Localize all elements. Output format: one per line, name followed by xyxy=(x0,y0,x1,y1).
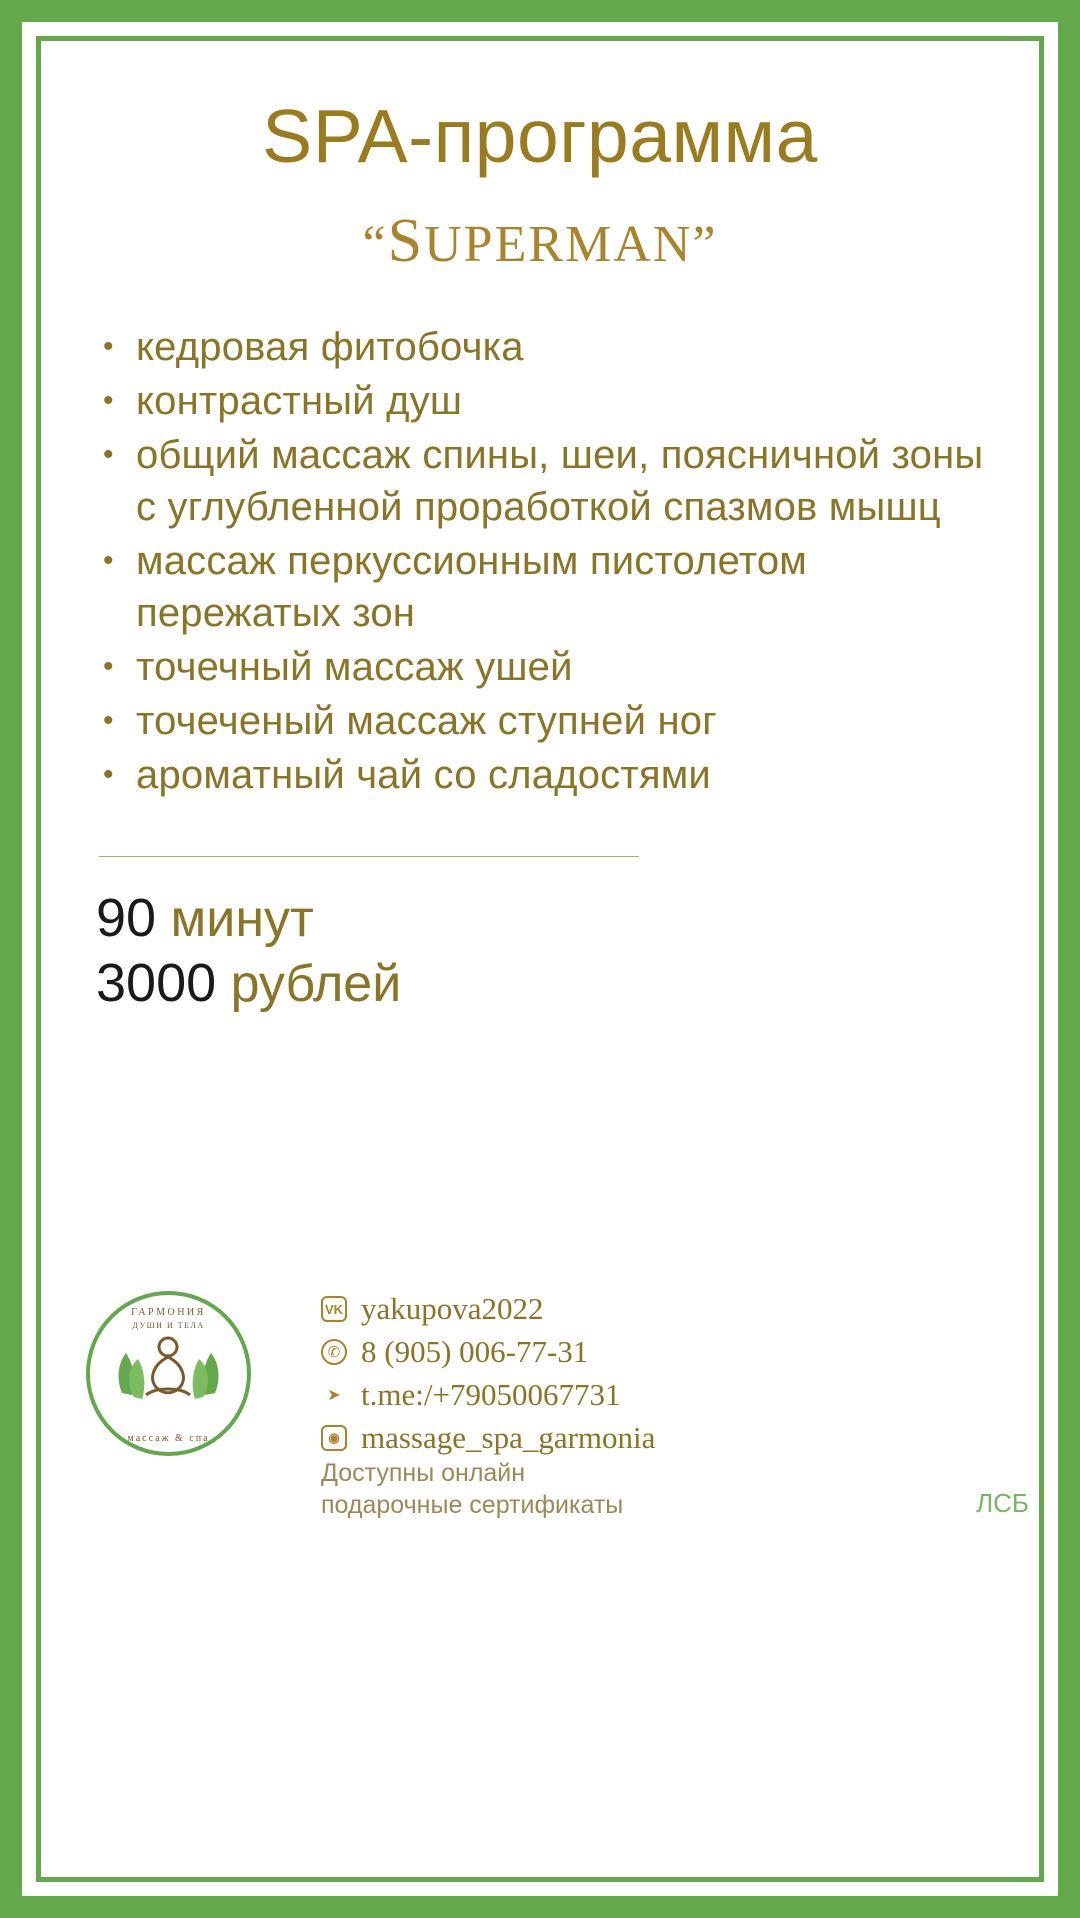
instagram-handle[interactable]: massage_spa_garmonia xyxy=(361,1420,656,1455)
list-item: • контрастный душ xyxy=(81,375,1011,427)
instagram-icon: ◉ xyxy=(321,1425,347,1451)
program-name xyxy=(41,206,1039,277)
page-title: SPA-программа xyxy=(262,94,818,178)
list-item: • общий массаж спины, шеи, поясничной зоны с углубленной проработкой спазмов мышц xyxy=(81,429,1011,533)
list-item: • ароматный чай со сладостями xyxy=(81,749,1011,801)
phone-number[interactable]: 8 (905) 006-77-31 xyxy=(361,1334,589,1369)
cost-line xyxy=(96,951,401,1016)
footer xyxy=(41,1261,1039,1521)
list-item: • точечный массаж ушей xyxy=(81,641,1011,693)
logo-arc-top-second-text: ДУШИ И ТЕЛА xyxy=(132,1321,205,1330)
cost-value: 3000 xyxy=(96,953,217,1013)
list-item: • точеченый массаж ступней ног xyxy=(81,695,1011,747)
program-name-initial: S xyxy=(387,207,425,275)
price-block xyxy=(96,886,401,1016)
certificates-note xyxy=(321,1457,623,1521)
quote-open: “ xyxy=(362,216,388,273)
contact-row-whatsapp[interactable] xyxy=(321,1332,655,1372)
cost-unit: рублей xyxy=(230,955,402,1013)
logo xyxy=(86,1291,251,1456)
telegram-link[interactable]: t.me:/+79050067731 xyxy=(361,1377,621,1412)
telegram-icon: ➤ xyxy=(327,1387,341,1404)
list-item: • массаж перкуссионным пистолетом пережатых зон xyxy=(81,535,1011,639)
contact-list xyxy=(321,1289,655,1461)
whatsapp-icon: ✆ xyxy=(321,1339,347,1365)
contact-row-telegram[interactable] xyxy=(321,1375,655,1415)
divider xyxy=(99,856,639,857)
poster-content xyxy=(41,41,1039,1877)
duration-unit: минут xyxy=(170,890,314,948)
logo-arc-bottom-text: массаж & спа xyxy=(127,1433,210,1444)
vk-icon: VK xyxy=(321,1296,347,1322)
program-name-rest: UPERMAN xyxy=(424,216,693,273)
quote-close: ” xyxy=(692,216,718,273)
list-item: • кедровая фитобочка xyxy=(81,321,1011,373)
vk-handle[interactable]: yakupova2022 xyxy=(361,1291,544,1326)
certificates-note-line1: Доступны онлайн xyxy=(321,1459,526,1487)
contact-row-vk[interactable] xyxy=(321,1289,655,1329)
duration-value: 90 xyxy=(96,888,157,948)
certificates-note-line2: подарочные сертификаты xyxy=(321,1491,624,1519)
duration-line xyxy=(96,886,401,951)
service-list xyxy=(81,321,1011,803)
logo-arc-top-text: ГАРМОНИЯ xyxy=(131,1307,206,1318)
lotus-hands-icon xyxy=(112,1333,225,1415)
contact-row-instagram[interactable] xyxy=(321,1418,655,1458)
corner-watermark: ЛСБ xyxy=(976,1488,1029,1518)
